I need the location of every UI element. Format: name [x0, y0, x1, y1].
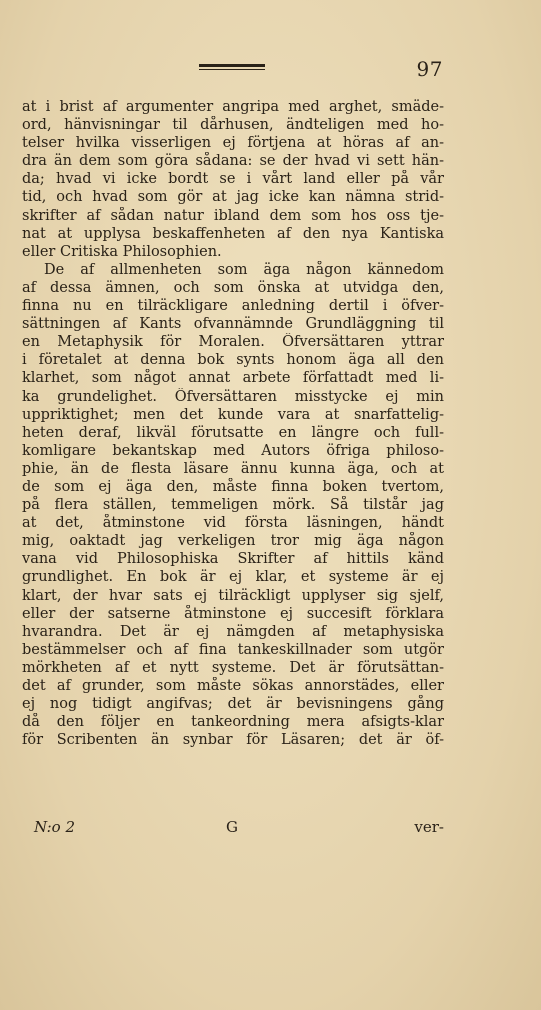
text-line: at det, åtminstone vid första läsningen, händt: [22, 515, 444, 532]
text-line: da; hvad vi icke bordt se i vårt land eller på vår: [22, 171, 444, 188]
text-line: då den följer en tankeordning mera afsigts-klar: [22, 714, 444, 731]
text-line: bestämmelser och af fina tankeskillnader som utgör: [22, 641, 444, 658]
text-line: finna nu en tilräckligare anledning dertil i öfver-: [22, 298, 444, 315]
text-line: uppriktighet; men det kunde vara at snarfattelig-: [22, 406, 444, 423]
text-line: en Metaphysik för Moralen. Öfversättaren yttrar: [22, 334, 444, 351]
text-line: heten deraf, likväl förutsatte en längre och full-: [22, 424, 444, 441]
catchword: ver-: [414, 818, 444, 836]
text-line: för Scribenten än synbar för Läsaren; det är öf-: [22, 732, 444, 749]
text-line: at i brist af argumenter angripa med arghet, smäde-: [22, 99, 444, 115]
text-line: eller der satserne åtminstone ej succesift förklara: [22, 605, 444, 622]
text-line: dra än dem som göra sådana: se der hvad vi sett hän-: [22, 153, 444, 170]
body-text: [22, 98, 444, 749]
text-line: hvarandra. Det är ej nämgden af metaphysiska: [22, 623, 444, 640]
text-line: af dessa ämnen, och som önska at utvidga den,: [22, 279, 444, 296]
text-line: vana vid Philosophiska Skrifter af hittils känd: [22, 551, 444, 568]
text-line: nat at upplysa beskaffenheten af den nya Kantiska: [22, 225, 444, 242]
gathering-letter: G: [226, 818, 238, 836]
text-line: telser hvilka visserligen ej förtjena at höras af an-: [22, 135, 444, 152]
text-line: det af grunder, som måste sökas annorstädes, eller: [22, 678, 444, 694]
header-ornament-rule: [199, 64, 265, 72]
text-line: De af allmenheten som äga någon kännedom: [44, 261, 444, 278]
text-line: på flera ställen, temmeligen mörk. Så tilstår jag: [22, 497, 444, 514]
text-line: klart, der hvar sats ej tilräckligt upplyser sig sjelf,: [22, 587, 444, 604]
text-line: mörkheten af et nytt systeme. Det är förutsättan-: [22, 659, 444, 676]
text-line: komligare bekantskap med Autors öfriga philoso-: [22, 442, 444, 459]
text-line: ord, hänvisningar til dårhusen, ändteligen med ho-: [22, 117, 444, 134]
page-number: 97: [416, 57, 443, 81]
text-line: skrifter af sådan natur ibland dem som hos oss tje-: [22, 207, 444, 224]
text-line: tid, och hvad som gör at jag icke kan nämna strid-: [22, 189, 444, 206]
text-line: sättningen af Kants ofvannämnde Grundläggning til: [22, 316, 444, 333]
signature-mark: N:o 2: [34, 818, 75, 836]
text-line: ej nog tidigt angifvas; det är bevisningens gång: [22, 696, 444, 713]
text-line: klarhet, som något annat arbete författadt med li-: [22, 370, 444, 387]
text-line: mig, oaktadt jag verkeligen tror mig äga någon: [22, 533, 444, 550]
text-line: phie, än de flesta läsare ännu kunna äga, och at: [22, 460, 444, 477]
text-line: grundlighet. En bok är ej klar, et systeme är ej: [22, 569, 444, 586]
text-line: de som ej äga den, måste finna boken tvertom,: [22, 478, 444, 495]
text-line: eller Critiska Philosophien.: [22, 243, 222, 260]
text-line: ka grundelighet. Öfversättaren misstycke ej min: [22, 388, 444, 405]
text-line: i företalet at denna bok synts honom äga all den: [22, 352, 444, 369]
